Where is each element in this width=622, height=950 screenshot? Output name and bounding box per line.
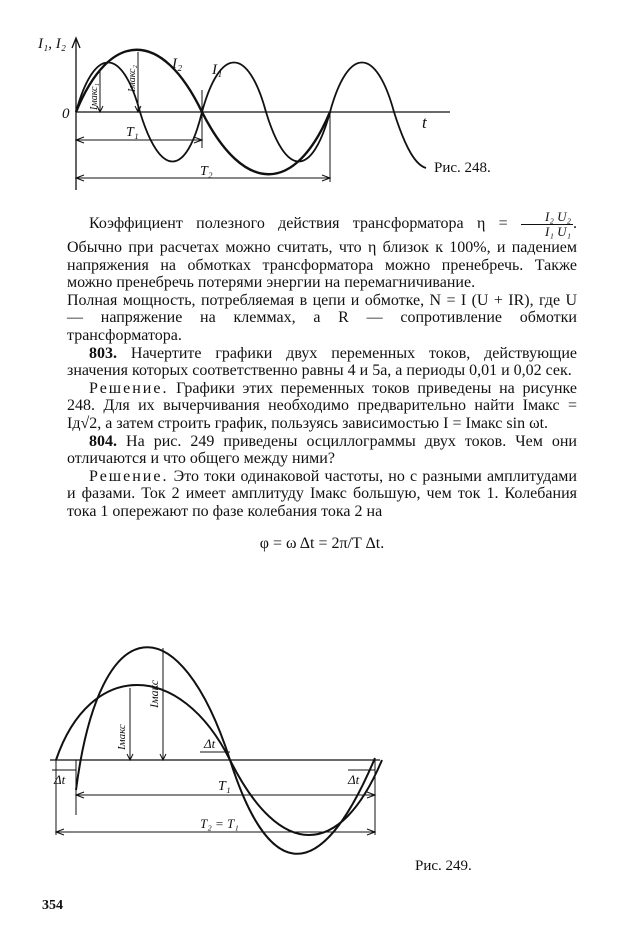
solution-804-word: Решение. (89, 467, 169, 485)
label-imax-big: Iмакс (147, 679, 161, 708)
label-dt-right: Δt (348, 772, 360, 787)
solution-803-word: Решение. (89, 379, 169, 397)
label-t2-249: T₂ = T₁ (200, 816, 239, 831)
problem-803 (67, 345, 577, 380)
label-imax2: Iмакс₂ (127, 65, 138, 92)
label-axis-t: t (422, 113, 427, 132)
caption-248: Рис. 248. (434, 160, 491, 176)
label-t2: T₂ (200, 164, 213, 179)
paragraph-power: Полная мощность, потребляемая в цепи и обмотке, N = I (U + IR), где U — напряжение на клеммах, а R — сопротивление обмотки трансформатора. (67, 291, 577, 344)
body-text (67, 210, 577, 552)
figure-249-graph (30, 640, 450, 885)
label-origin: 0 (62, 106, 70, 122)
label-dt-left: Δt (54, 772, 66, 787)
label-curve-i1: I₁ (212, 62, 223, 78)
paragraph-efficiency (67, 210, 577, 292)
label-imax-small: Iмакс (116, 724, 128, 750)
efficiency-text-b: . Обычно при расчетах можно считать, что η близок к 100%, и падением напряжения на обмотках трансформатора можно пренебречь. Также можно пренебречь потерями энергии на перемагничивание. (67, 215, 577, 292)
label-curve-i2: I₂ (172, 56, 183, 72)
caption-249: Рис. 249. (415, 858, 472, 874)
label-imax1: Iмакс₁ (89, 83, 100, 110)
label-axis-y: I₁, I₂ (38, 36, 66, 52)
solution-803 (67, 380, 577, 433)
figure-248-graph (30, 30, 470, 200)
figure-249 (30, 640, 450, 885)
label-t1-249: T₁ (218, 779, 231, 794)
label-dt-middle: Δt (204, 736, 216, 751)
label-t1: T₁ (126, 125, 139, 140)
solution-804 (67, 468, 577, 521)
problem-804-number: 804. (89, 432, 117, 450)
figure-248 (30, 30, 470, 200)
problem-803-number: 803. (89, 344, 117, 362)
fraction-denominator: I₁ U₁ (544, 224, 571, 239)
solution-804-text: Это токи одинаковой частоты, но с разными амплитудами и фазами. Ток 2 имеет амплитуду Iмакс большую, чем ток 1. Колебания тока 1 опережают по фазе колебания тока 2 на (67, 467, 577, 520)
problem-804 (67, 433, 577, 468)
fraction-numerator: I₂ U₂ (521, 210, 573, 225)
solution-803-text: Графики этих переменных токов приведены на рисунке 248. Для их вычерчивания необходимо предварительно найти Iмакс = Iд√2, а затем строить график, пользуясь зависимостью I = Iмакс sin ωt. (67, 379, 577, 432)
phase-formula: φ = ω Δt = 2π/T Δt. (259, 534, 385, 552)
efficiency-fraction (521, 210, 573, 239)
problem-803-text: Начертите графики двух переменных токов, действующие значения которых соответственно равны 4 и 5а, а периоды 0,01 и 0,02 сек. (67, 344, 577, 380)
page-number: 354 (42, 898, 63, 913)
efficiency-text-a: Коэффициент полезного действия трансформатора η = (89, 215, 521, 233)
problem-804-text: На рис. 249 приведены осциллограммы двух токов. Чем они отличаются и что общего между ними? (67, 432, 577, 468)
